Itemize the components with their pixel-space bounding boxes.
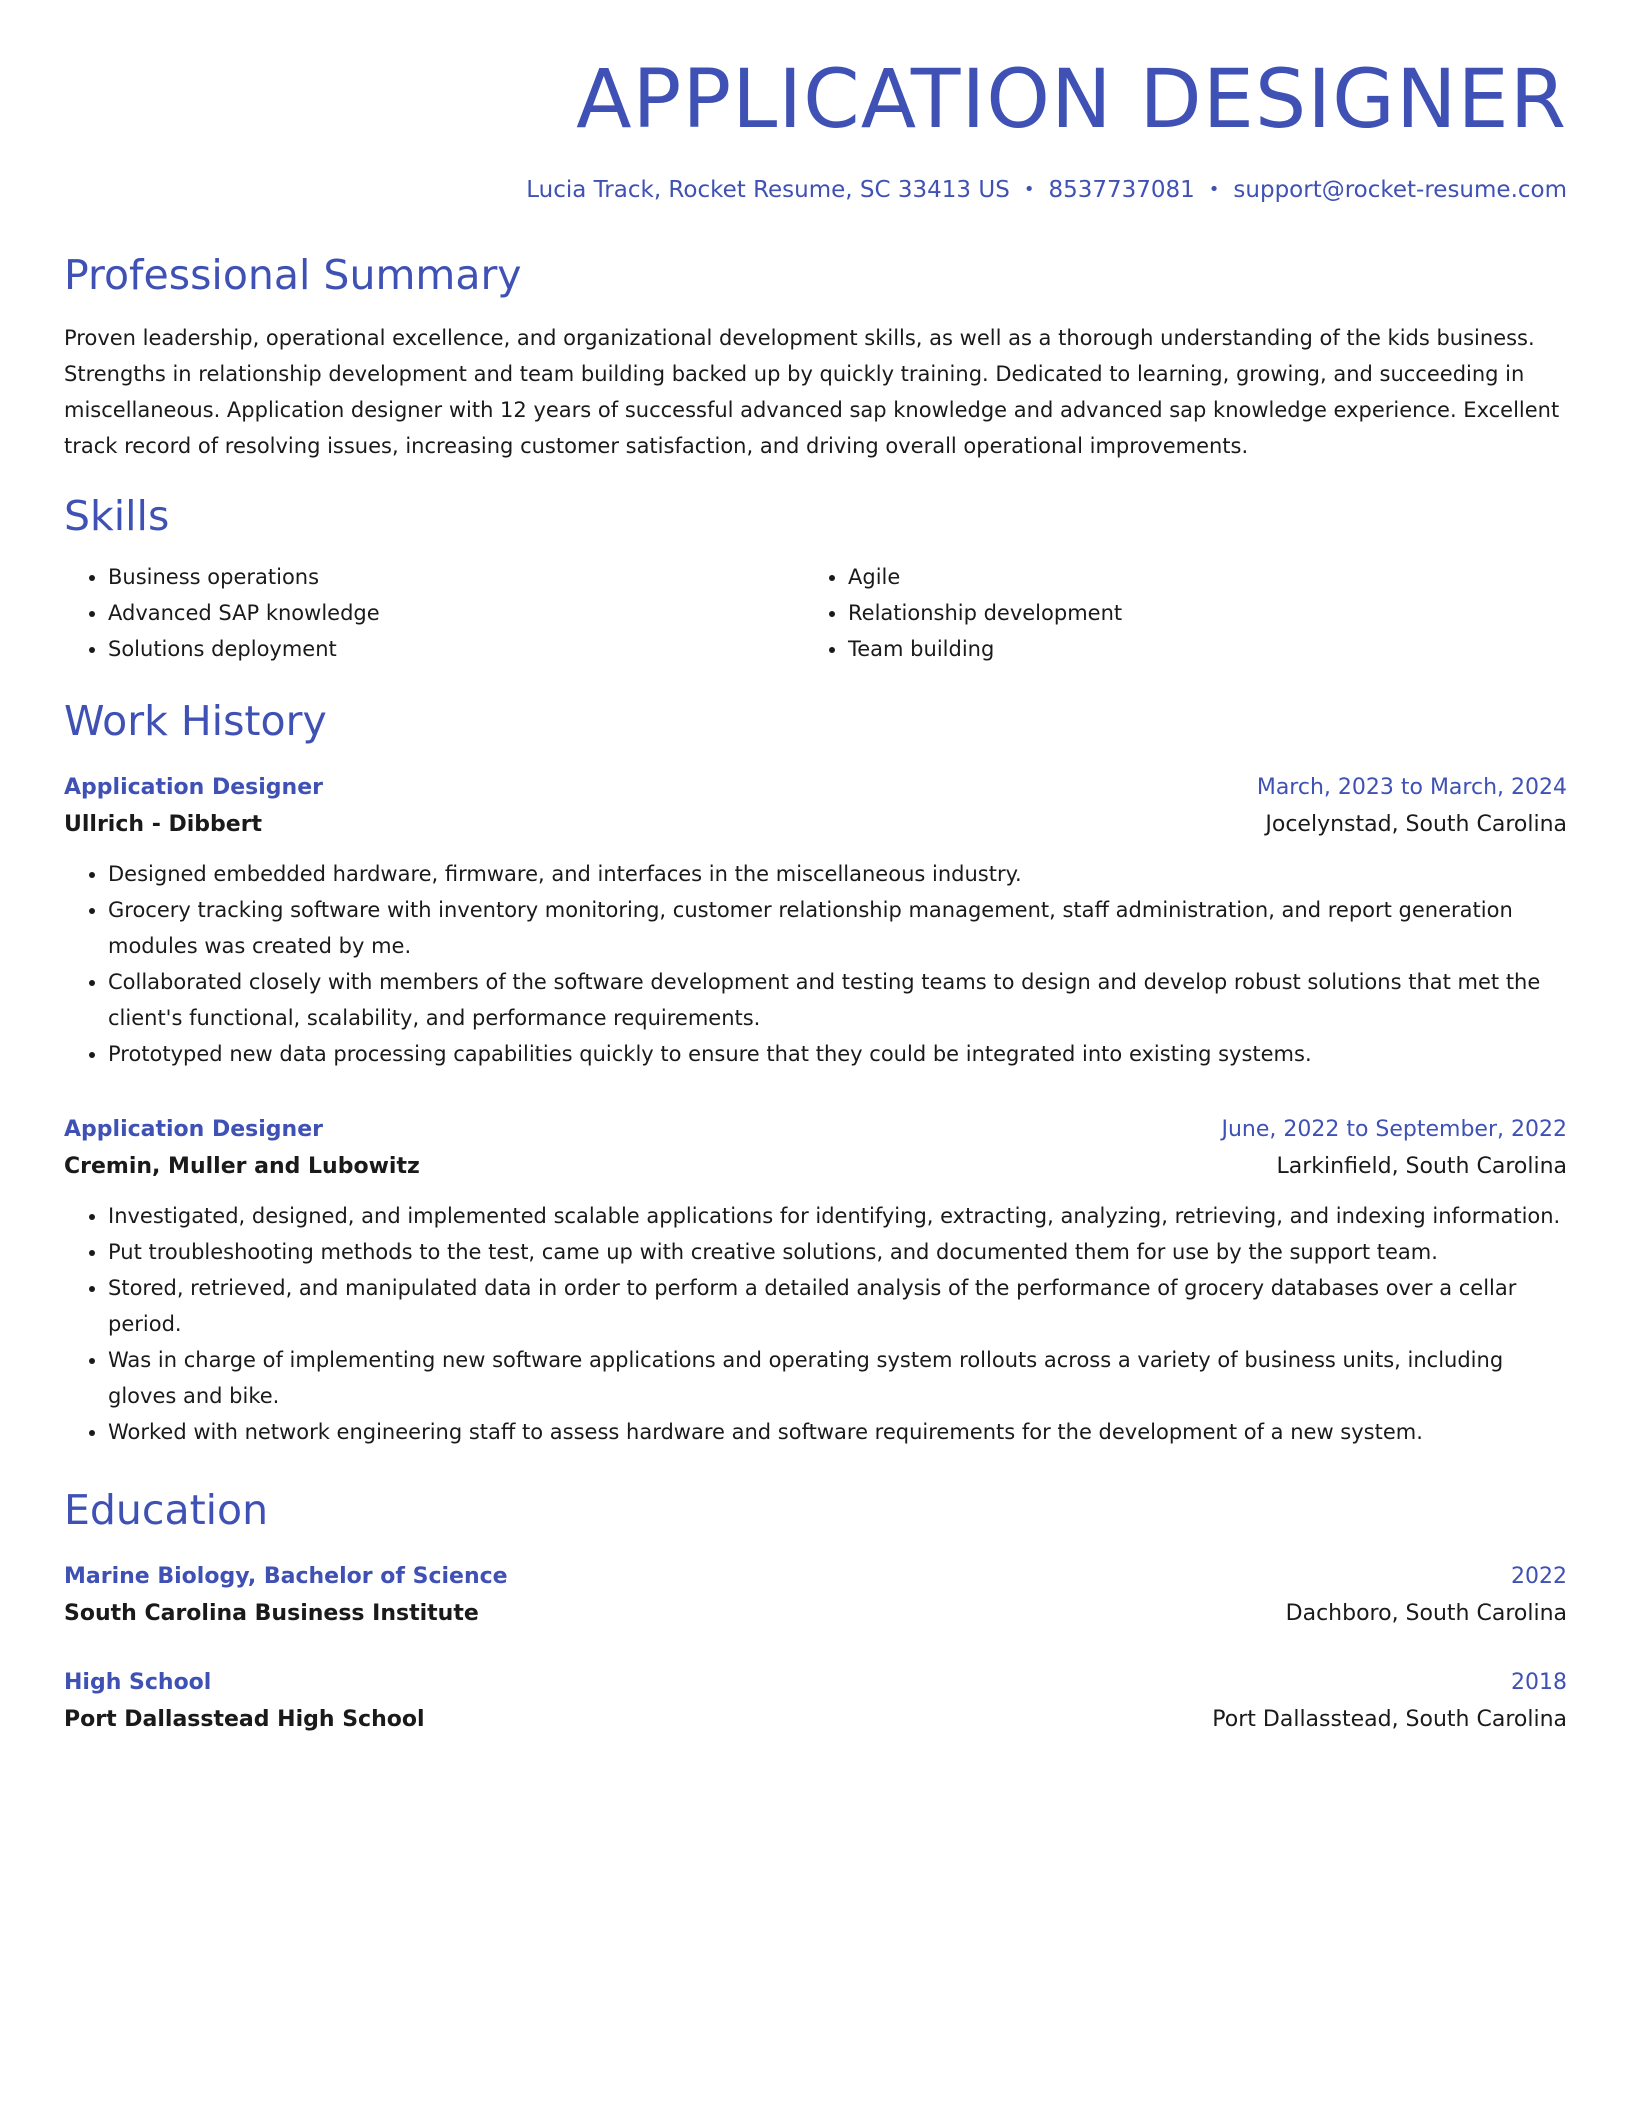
section-title-education: Education [64, 1486, 269, 1535]
job-bullet: • Designed embedded hardware, firmware, and interfaces in the miscellaneous industry. [108, 856, 1567, 892]
education-entry [64, 1665, 1567, 1739]
education-location: Dachboro, South Carolina [1285, 1601, 1567, 1627]
bullet-separator: • [1208, 179, 1220, 200]
job-location: Larkinfield, South Carolina [1276, 1154, 1567, 1180]
job-bullet: • Investigated, designed, and implemented scalable applications for identifying, extracting, analyzing, retrieving, and indexing information. [108, 1198, 1567, 1234]
education-school: South Carolina Business Institute [64, 1601, 479, 1627]
job-company: Cremin, Muller and Lubowitz [64, 1154, 420, 1180]
skills-list [64, 559, 1567, 667]
job-header-row [64, 770, 1567, 806]
contact-email[interactable]: support@rocket-resume.com [1233, 177, 1567, 203]
education-school-row [64, 1595, 1567, 1633]
job-bullet: • Worked with network engineering staff to assess hardware and software requirements for the development of a new system. [108, 1414, 1567, 1450]
section-title-summary: Professional Summary [64, 250, 522, 299]
job-bullet: • Stored, retrieved, and manipulated data in order to perform a detailed analysis of the performance of grocery databases over a cellar period. [108, 1270, 1567, 1342]
contact-phone[interactable]: 8537737081 [1048, 177, 1195, 203]
skill-item: • Team building [848, 631, 1567, 667]
summary-text: Proven leadership, operational excellence, and organizational development skills, as well as a thorough understanding of the kids business. Strengths in relationship development and team building backed up by quickly training. Dedicated to learning, growing, and succeeding in miscellaneous. Application designer with 12 years of successful advanced sap knowledge and advanced sap knowledge experience. Excellent track record of resolving issues, increasing customer satisfaction, and driving overall operational improvements. [64, 325, 1560, 458]
section-title-work-history: Work History [64, 696, 327, 745]
job-bullet: • Collaborated closely with members of the software development and testing teams to design and develop robust solutions that met the client's functional, scalability, and performance requirements. [108, 964, 1567, 1036]
skill-item: • Agile [848, 559, 1567, 595]
education-header-row [64, 1665, 1567, 1701]
job-company-row [64, 1148, 1567, 1186]
job-dates: March, 2023 to March, 2024 [1256, 775, 1567, 801]
skill-item: • Relationship development [848, 595, 1567, 631]
skill-item: • Solutions deployment [108, 631, 804, 667]
job-bullet: • Was in charge of implementing new software applications and operating system rollouts across a variety of business units, including gloves and bike. [108, 1342, 1567, 1414]
section-title-skills: Skills [64, 491, 170, 540]
job-entry [64, 1112, 1567, 1450]
job-role: Application Designer [64, 1117, 323, 1143]
job-company-row [64, 806, 1567, 844]
job-dates: June, 2022 to September, 2022 [1221, 1117, 1567, 1143]
skills-column-right [804, 559, 1567, 667]
job-entry [64, 770, 1567, 1072]
education-year: 2022 [1511, 1564, 1567, 1590]
education-year: 2018 [1511, 1670, 1567, 1696]
contact-address: Lucia Track, Rocket Resume, SC 33413 US [526, 177, 1010, 203]
bullet-separator: • [1023, 179, 1035, 200]
education-entry [64, 1559, 1567, 1633]
education-location: Port Dallasstead, South Carolina [1212, 1707, 1567, 1733]
job-bullet: • Prototyped new data processing capabilities quickly to ensure that they could be integrated into existing systems. [108, 1036, 1567, 1072]
education-degree: High School [64, 1670, 212, 1696]
skills-column-left [64, 559, 804, 667]
education-school-row [64, 1701, 1567, 1739]
skill-item: • Advanced SAP knowledge [108, 595, 804, 631]
education-degree: Marine Biology, Bachelor of Science [64, 1564, 508, 1590]
job-location: Jocelynstad, South Carolina [1265, 812, 1567, 838]
job-header-row [64, 1112, 1567, 1148]
education-school: Port Dallasstead High School [64, 1707, 425, 1733]
job-bullets [64, 1198, 1567, 1450]
job-company: Ullrich - Dibbert [64, 812, 263, 838]
job-bullet: • Put troubleshooting methods to the test, came up with creative solutions, and documented them for use by the support team. [108, 1234, 1567, 1270]
education-header-row [64, 1559, 1567, 1595]
job-bullet: • Grocery tracking software with inventory monitoring, customer relationship management, staff administration, and report generation modules was created by me. [108, 892, 1567, 964]
job-bullets [64, 856, 1567, 1072]
job-role: Application Designer [64, 775, 323, 801]
skill-item: • Business operations [108, 559, 804, 595]
resume-title: APPLICATION DESIGNER [576, 53, 1567, 147]
contact-line [64, 177, 1567, 205]
